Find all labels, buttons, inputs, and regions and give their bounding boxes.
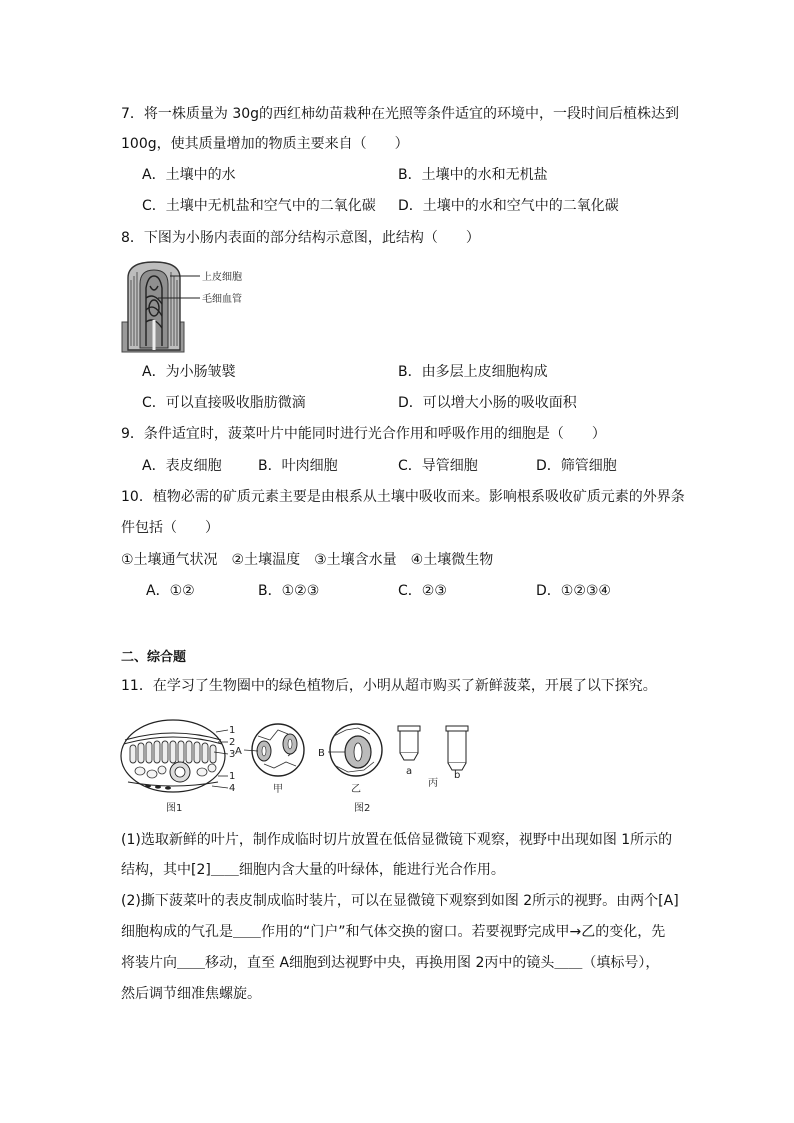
q9-stem: 9．条件适宜时，菠菜叶片中能同时进行光合作用和呼吸作用的细胞是（ ） — [121, 426, 606, 442]
q11-stem: 11．在学习了生物圈中的绿色植物后，小明从超市购买了新鲜菠菜，开展了以下探究。 — [121, 678, 657, 694]
q7-option-c[interactable]: C．土壤中无机盐和空气中的二氧化碳 — [142, 198, 376, 214]
q10-stem-line2: 件包括（ ） — [121, 520, 219, 536]
lens-b — [446, 726, 468, 781]
q10-option-a[interactable]: A．①② — [146, 583, 195, 599]
fig1-number-1: 1 — [229, 725, 236, 736]
q8-option-a[interactable]: A．为小肠皱襞 — [142, 364, 236, 380]
q8-option-d[interactable]: D．可以增大小肠的吸收面积 — [398, 395, 577, 411]
q7-option-a[interactable]: A．土壤中的水 — [142, 167, 236, 183]
label-A: A — [235, 746, 242, 757]
q10-stem-line1: 10．植物必需的矿质元素主要是由根系从土壤中吸收而来。影响根系吸收矿质元素的外界条 — [121, 489, 685, 505]
leaf-figure — [118, 716, 478, 816]
stomata-view-yi — [318, 724, 382, 795]
q11-part2-line2: 细胞构成的气孔是＿＿作用的“门户”和气体交换的窗口。若要视野完成甲→乙的变化，先 — [121, 924, 666, 940]
section-title: 二、综合题 — [121, 650, 187, 665]
label-epithelial-cell: 上皮细胞 — [202, 272, 242, 283]
villus-diagram — [120, 258, 270, 354]
label-yi: 乙 — [351, 784, 361, 795]
q8-stem: 8．下图为小肠内表面的部分结构示意图，此结构（ ） — [121, 230, 480, 246]
fig1-number-4: 4 — [229, 783, 236, 794]
q9-option-a[interactable]: A．表皮细胞 — [142, 458, 222, 474]
q9-option-d[interactable]: D．筛管细胞 — [536, 458, 617, 474]
fig1-number-2: 2 — [229, 737, 236, 748]
q9-option-c[interactable]: C．导管细胞 — [398, 458, 478, 474]
q8-option-c[interactable]: C．可以直接吸收脂肪微滴 — [142, 395, 306, 411]
fig1-number-3: 3 — [229, 749, 236, 760]
label-b: b — [454, 770, 461, 781]
stomata-view-jia — [235, 724, 304, 795]
label-capillary: 毛细血管 — [202, 294, 242, 305]
q7-option-b[interactable]: B．土壤中的水和无机盐 — [398, 167, 548, 183]
q9-option-b[interactable]: B．叶肉细胞 — [258, 458, 338, 474]
q8-option-b[interactable]: B．由多层上皮细胞构成 — [398, 364, 548, 380]
q11-part1-line1: (1)选取新鲜的叶片，制作成临时切片放置在低倍显微镜下观察，视野中出现如图 1所示的 — [121, 832, 673, 848]
label-a: a — [406, 766, 413, 777]
lens-a — [398, 726, 420, 777]
label-B: B — [318, 748, 325, 759]
q11-part2-line1: (2)撕下菠菜叶的表皮制成临时装片，可以在显微镜下观察到如图 2所示的视野。由两个[A] — [121, 893, 679, 909]
q10-option-b[interactable]: B．①②③ — [258, 583, 320, 599]
label-jia: 甲 — [273, 784, 283, 795]
label-bing: 丙 — [428, 778, 438, 789]
q11-part1-line2: 结构，其中[2]＿＿细胞内含大量的叶绿体，能进行光合作用。 — [121, 862, 505, 878]
q7-stem-line2: 100g，使其质量增加的物质主要来自（ ） — [121, 136, 409, 152]
q10-option-d[interactable]: D．①②③④ — [536, 583, 611, 599]
fig1-caption: 图1 — [166, 803, 183, 814]
leaf-cross-section — [121, 720, 235, 814]
q11-part2-line4: 然后调节细准焦螺旋。 — [121, 986, 261, 1002]
objective-lenses-bing — [398, 726, 468, 789]
q10-option-c[interactable]: C．②③ — [398, 583, 447, 599]
q7-stem-line1: 7．将一株质量为 30g的西红柿幼苗栽种在光照等条件适宜的环境中，一段时间后植株达到 — [121, 106, 680, 122]
q7-option-d[interactable]: D．土壤中的水和空气中的二氧化碳 — [398, 198, 619, 214]
villus-figure — [120, 258, 270, 354]
fig2-caption: 图2 — [354, 803, 371, 814]
leaf-diagrams — [118, 716, 478, 816]
fig1-number-1b: 1 — [229, 771, 236, 782]
q11-part2-line3: 将装片向＿＿移动，直至 A细胞到达视野中央，再换用图 2丙中的镜头＿＿（填标号）， — [121, 955, 660, 971]
q10-factor-list: ①土壤通气状况 ②土壤温度 ③土壤含水量 ④土壤微生物 — [121, 552, 494, 568]
